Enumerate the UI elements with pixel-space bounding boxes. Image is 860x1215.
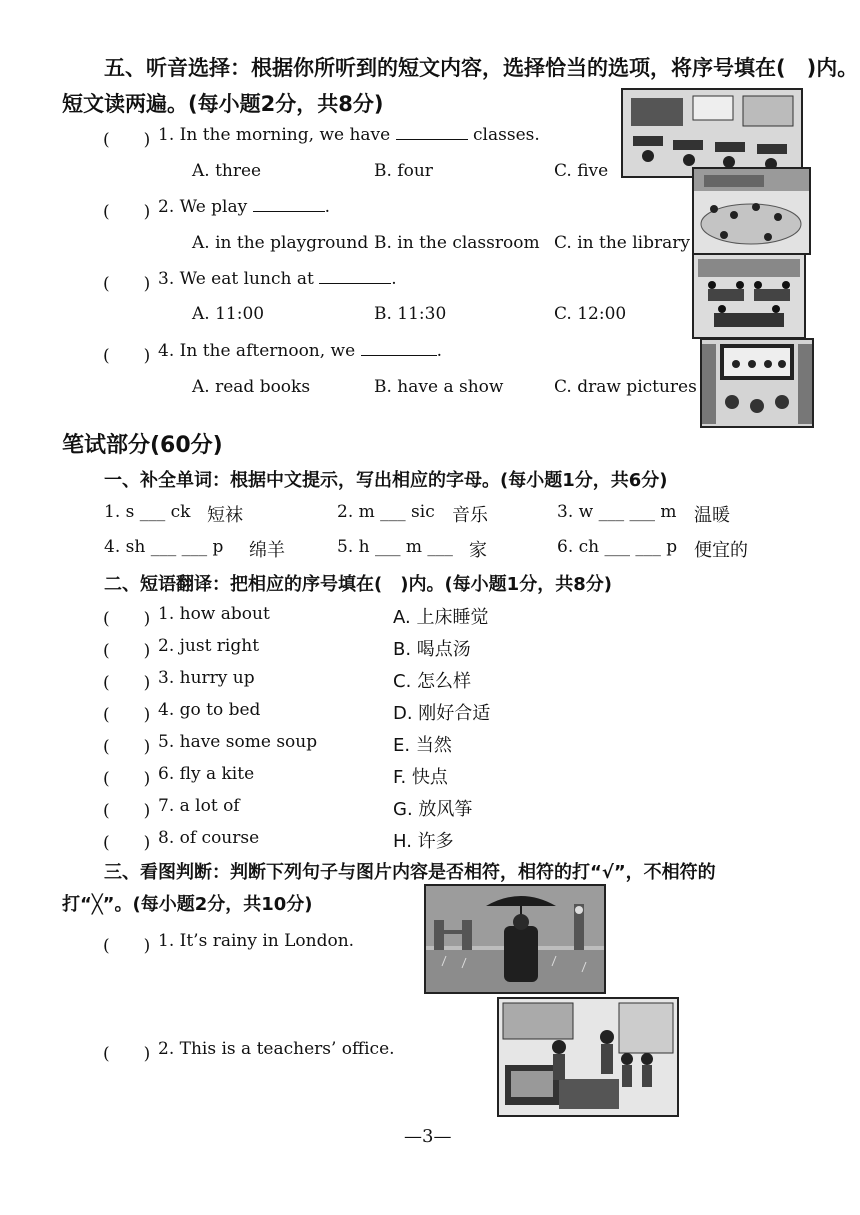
phrase-en: 2. just right bbox=[158, 636, 260, 656]
answer-bracket[interactable]: ( ) bbox=[103, 130, 151, 150]
question-stem: 3. We eat lunch at . bbox=[158, 269, 397, 289]
page-number: —3— bbox=[404, 1126, 452, 1147]
option-c: C. five bbox=[554, 161, 609, 181]
fill-blank[interactable] bbox=[253, 197, 325, 212]
option-a: A. read books bbox=[192, 377, 311, 397]
answer-bracket[interactable]: ( ) bbox=[103, 673, 151, 693]
word-hint: 家 bbox=[469, 540, 487, 561]
fill-blank[interactable] bbox=[396, 125, 468, 140]
word-hint: 短袜 bbox=[207, 505, 243, 526]
option-a: A. three bbox=[192, 161, 262, 181]
answer-bracket[interactable]: ( ) bbox=[103, 274, 151, 294]
judge-sentence: 2. This is a teachers’ office. bbox=[158, 1039, 395, 1059]
option-b: B. four bbox=[374, 161, 433, 181]
playground-illustration bbox=[694, 169, 809, 253]
written-section-title: 笔试部分(60分) bbox=[62, 433, 223, 458]
word-item[interactable]: 4. sh ___ ___ p bbox=[104, 537, 224, 557]
answer-bracket[interactable]: ( ) bbox=[103, 833, 151, 853]
word-hint: 绵羊 bbox=[249, 540, 285, 561]
phrase-en: 8. of course bbox=[158, 828, 260, 848]
answer-bracket[interactable]: ( ) bbox=[103, 769, 151, 789]
lunch-illustration bbox=[694, 255, 804, 337]
word-hint: 便宜的 bbox=[694, 540, 748, 561]
phrase-en: 5. have some soup bbox=[158, 732, 318, 752]
phrase-cn: H. 许多 bbox=[393, 831, 454, 852]
answer-bracket[interactable]: ( ) bbox=[103, 705, 151, 725]
show-picture bbox=[700, 338, 814, 428]
phrase-cn: B. 喝点汤 bbox=[393, 639, 471, 660]
word-hint: 温暖 bbox=[694, 505, 730, 526]
phrase-en: 1. how about bbox=[158, 604, 270, 624]
classroom-illustration bbox=[623, 90, 801, 176]
answer-bracket[interactable]: ( ) bbox=[103, 346, 151, 366]
word-item[interactable]: 2. m ___ sic bbox=[337, 502, 435, 522]
answer-bracket[interactable]: ( ) bbox=[103, 1044, 151, 1064]
phrase-en: 4. go to bed bbox=[158, 700, 261, 720]
phrase-en: 6. fly a kite bbox=[158, 764, 255, 784]
london-rain-picture bbox=[424, 884, 606, 994]
question-stem: 2. We play . bbox=[158, 197, 331, 217]
phrase-cn: F. 快点 bbox=[393, 767, 448, 788]
word-item[interactable]: 3. w ___ ___ m bbox=[557, 502, 677, 522]
classroom-picture bbox=[621, 88, 803, 178]
phrase-cn: E. 当然 bbox=[393, 735, 452, 756]
phrase-cn: A. 上床睡觉 bbox=[393, 607, 489, 628]
phrase-cn: G. 放风筝 bbox=[393, 799, 473, 820]
phrase-en: 7. a lot of bbox=[158, 796, 240, 816]
show-illustration bbox=[702, 340, 812, 426]
option-a: A. 11:00 bbox=[192, 304, 265, 324]
word-item[interactable]: 5. h ___ m ___ bbox=[337, 537, 453, 557]
listening-title: 五、听音选择：根据你所听到的短文内容，选择恰当的选项，将序号填在( )内。 bbox=[104, 56, 859, 80]
question-stem: 1. In the morning, we have classes. bbox=[158, 125, 540, 145]
phrase-cn: C. 怎么样 bbox=[393, 671, 472, 692]
fill-blank[interactable] bbox=[319, 269, 391, 284]
phrase-cn: D. 刚好合适 bbox=[393, 703, 491, 724]
answer-bracket[interactable]: ( ) bbox=[103, 609, 151, 629]
word-item[interactable]: 6. ch ___ ___ p bbox=[557, 537, 678, 557]
lunch-picture bbox=[692, 253, 806, 339]
section1-title: 一、补全单词：根据中文提示，写出相应的字母。(每小题1分，共6分) bbox=[104, 470, 668, 491]
option-b: B. 11:30 bbox=[374, 304, 447, 324]
fill-blank[interactable] bbox=[361, 341, 437, 356]
option-b: B. have a show bbox=[374, 377, 504, 397]
option-a: A. in the playground bbox=[192, 233, 369, 253]
answer-bracket[interactable]: ( ) bbox=[103, 936, 151, 956]
section3-title-line2: 打“╳”。(每小题2分，共10分) bbox=[62, 894, 313, 915]
answer-bracket[interactable]: ( ) bbox=[103, 737, 151, 757]
option-c: C. in the library bbox=[554, 233, 690, 253]
section2-title: 二、短语翻译：把相应的序号填在( )内。(每小题1分，共8分) bbox=[104, 574, 612, 595]
office-picture bbox=[497, 997, 679, 1117]
answer-bracket[interactable]: ( ) bbox=[103, 641, 151, 661]
listening-title-line2: 短文读两遍。(每小题2分，共8分) bbox=[62, 92, 384, 116]
office-illustration bbox=[499, 999, 677, 1115]
word-item[interactable]: 1. s ___ ck bbox=[104, 502, 191, 522]
answer-bracket[interactable]: ( ) bbox=[103, 202, 151, 222]
option-b: B. in the classroom bbox=[374, 233, 540, 253]
word-hint: 音乐 bbox=[452, 505, 488, 526]
section3-title: 三、看图判断：判断下列句子与图片内容是否相符，相符的打“√”，不相符的 bbox=[104, 862, 716, 883]
playground-picture bbox=[692, 167, 811, 255]
phrase-en: 3. hurry up bbox=[158, 668, 255, 688]
london-rain-illustration bbox=[426, 886, 604, 992]
question-stem: 4. In the afternoon, we . bbox=[158, 341, 442, 361]
option-c: C. draw pictures bbox=[554, 377, 697, 397]
answer-bracket[interactable]: ( ) bbox=[103, 801, 151, 821]
judge-sentence: 1. It’s rainy in London. bbox=[158, 931, 355, 951]
option-c: C. 12:00 bbox=[554, 304, 627, 324]
